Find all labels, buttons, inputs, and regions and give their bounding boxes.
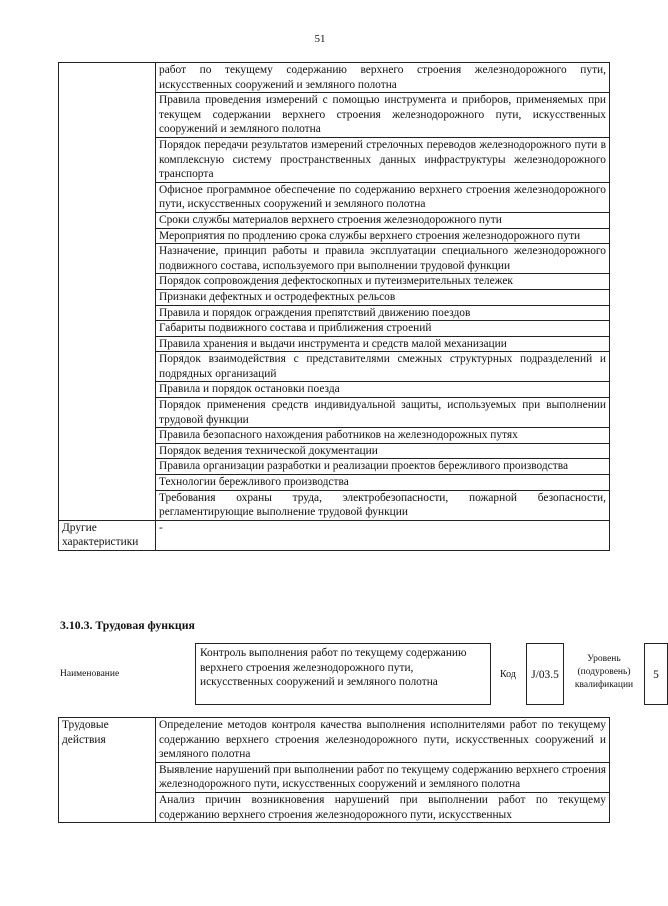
table-cell: Порядок сопровождения дефектоскопных и путеизмерительных тележек bbox=[156, 274, 610, 290]
table-cell: Порядок взаимодействия с представителями смежных структурных подразделений и подрядных организаций bbox=[156, 352, 610, 382]
table-cell: Анализ причин возникновения нарушений при выполнении работ по текущему содержанию верхнего строения железнодорожного пути, искусственных bbox=[156, 792, 610, 822]
other-characteristics-label: Другие характеристики bbox=[59, 520, 156, 550]
name-label: Наименование bbox=[60, 669, 120, 679]
table-cell: Определение методов контроля качества выполнения исполнителями работ по текущему содержанию верхнего строения железнодорожного пути, искусственных сооружений и земляного полотна bbox=[156, 718, 610, 763]
row-label-cell: Трудовые действия bbox=[59, 718, 156, 823]
page-number: 51 bbox=[314, 33, 326, 45]
table-row bbox=[59, 520, 610, 550]
table-cell: Порядок ведения технической документации bbox=[156, 443, 610, 459]
table-cell: Правила организации разработки и реализации проектов бережливого производства bbox=[156, 459, 610, 475]
table-cell: Сроки службы материалов верхнего строения железнодорожного пути bbox=[156, 212, 610, 228]
table-cell: Правила хранения и выдачи инструмента и средств малой механизации bbox=[156, 336, 610, 352]
table-cell: Правила и порядок ограждения препятствий движению поездов bbox=[156, 305, 610, 321]
table-row bbox=[59, 63, 610, 93]
row-label-cell bbox=[59, 63, 156, 521]
table-cell: Выявление нарушений при выполнении работ по текущему содержанию верхнего строения железнодорожного пути, искусственных сооружений и земляного полотна bbox=[156, 762, 610, 792]
table-cell: работ по текущему содержанию верхнего строения железнодорожного пути, искусственных сооружений и земляного полотна bbox=[156, 63, 610, 93]
table-cell: Габариты подвижного состава и приближения строений bbox=[156, 321, 610, 337]
table-cell: Правила и порядок остановки поезда bbox=[156, 382, 610, 398]
table-cell: Технологии бережливого производства bbox=[156, 475, 610, 491]
level-label: Уровень (подуровень) квалификации bbox=[574, 654, 634, 690]
labor-actions-table bbox=[58, 717, 610, 823]
function-name: Контроль выполнения работ по текущему содержанию верхнего строения железнодорожного пути, искусственных сооружений и земляного полотна bbox=[195, 643, 491, 705]
table-cell: Порядок применения средств индивидуальной защиты, используемых при выполнении трудовой функции bbox=[156, 398, 610, 428]
table-cell: Порядок передачи результатов измерений стрелочных переводов железнодорожного пути в комплексную систему пространственных данных инфраструктуры железнодорожного транспорта bbox=[156, 137, 610, 182]
qualification-level: 5 bbox=[644, 643, 668, 705]
table-row bbox=[59, 718, 610, 763]
table-cell: Офисное программное обеспечение по содержанию верхнего строения железнодорожного пути, искусственных сооружений и земляного полотна bbox=[156, 182, 610, 212]
table-cell: Требования охраны труда, электробезопасности, пожарной безопасности, регламентирующие выполнение трудовой функции bbox=[156, 490, 610, 520]
section-heading: 3.10.3. Трудовая функция bbox=[60, 618, 195, 632]
table-cell: Мероприятия по продлению срока службы верхнего строения железнодорожного пути bbox=[156, 228, 610, 244]
knowledge-table bbox=[58, 62, 610, 551]
function-code: J/03.5 bbox=[526, 643, 564, 705]
table-cell: Признаки дефектных и остродефектных рельсов bbox=[156, 289, 610, 305]
other-characteristics-value: - bbox=[156, 520, 610, 550]
table-cell: Назначение, принцип работы и правила эксплуатации специального железнодорожного подвижного состава, используемого при выполнении трудовой функции bbox=[156, 244, 610, 274]
table-cell: Правила безопасного нахождения работников на железнодорожных путях bbox=[156, 428, 610, 444]
table-cell: Правила проведения измерений с помощью инструмента и приборов, применяемых при текущем содержании верхнего строения железнодорожного пути, искусственных сооружений и земляного полотна bbox=[156, 93, 610, 138]
function-header bbox=[58, 643, 659, 707]
code-label: Код bbox=[500, 669, 516, 680]
